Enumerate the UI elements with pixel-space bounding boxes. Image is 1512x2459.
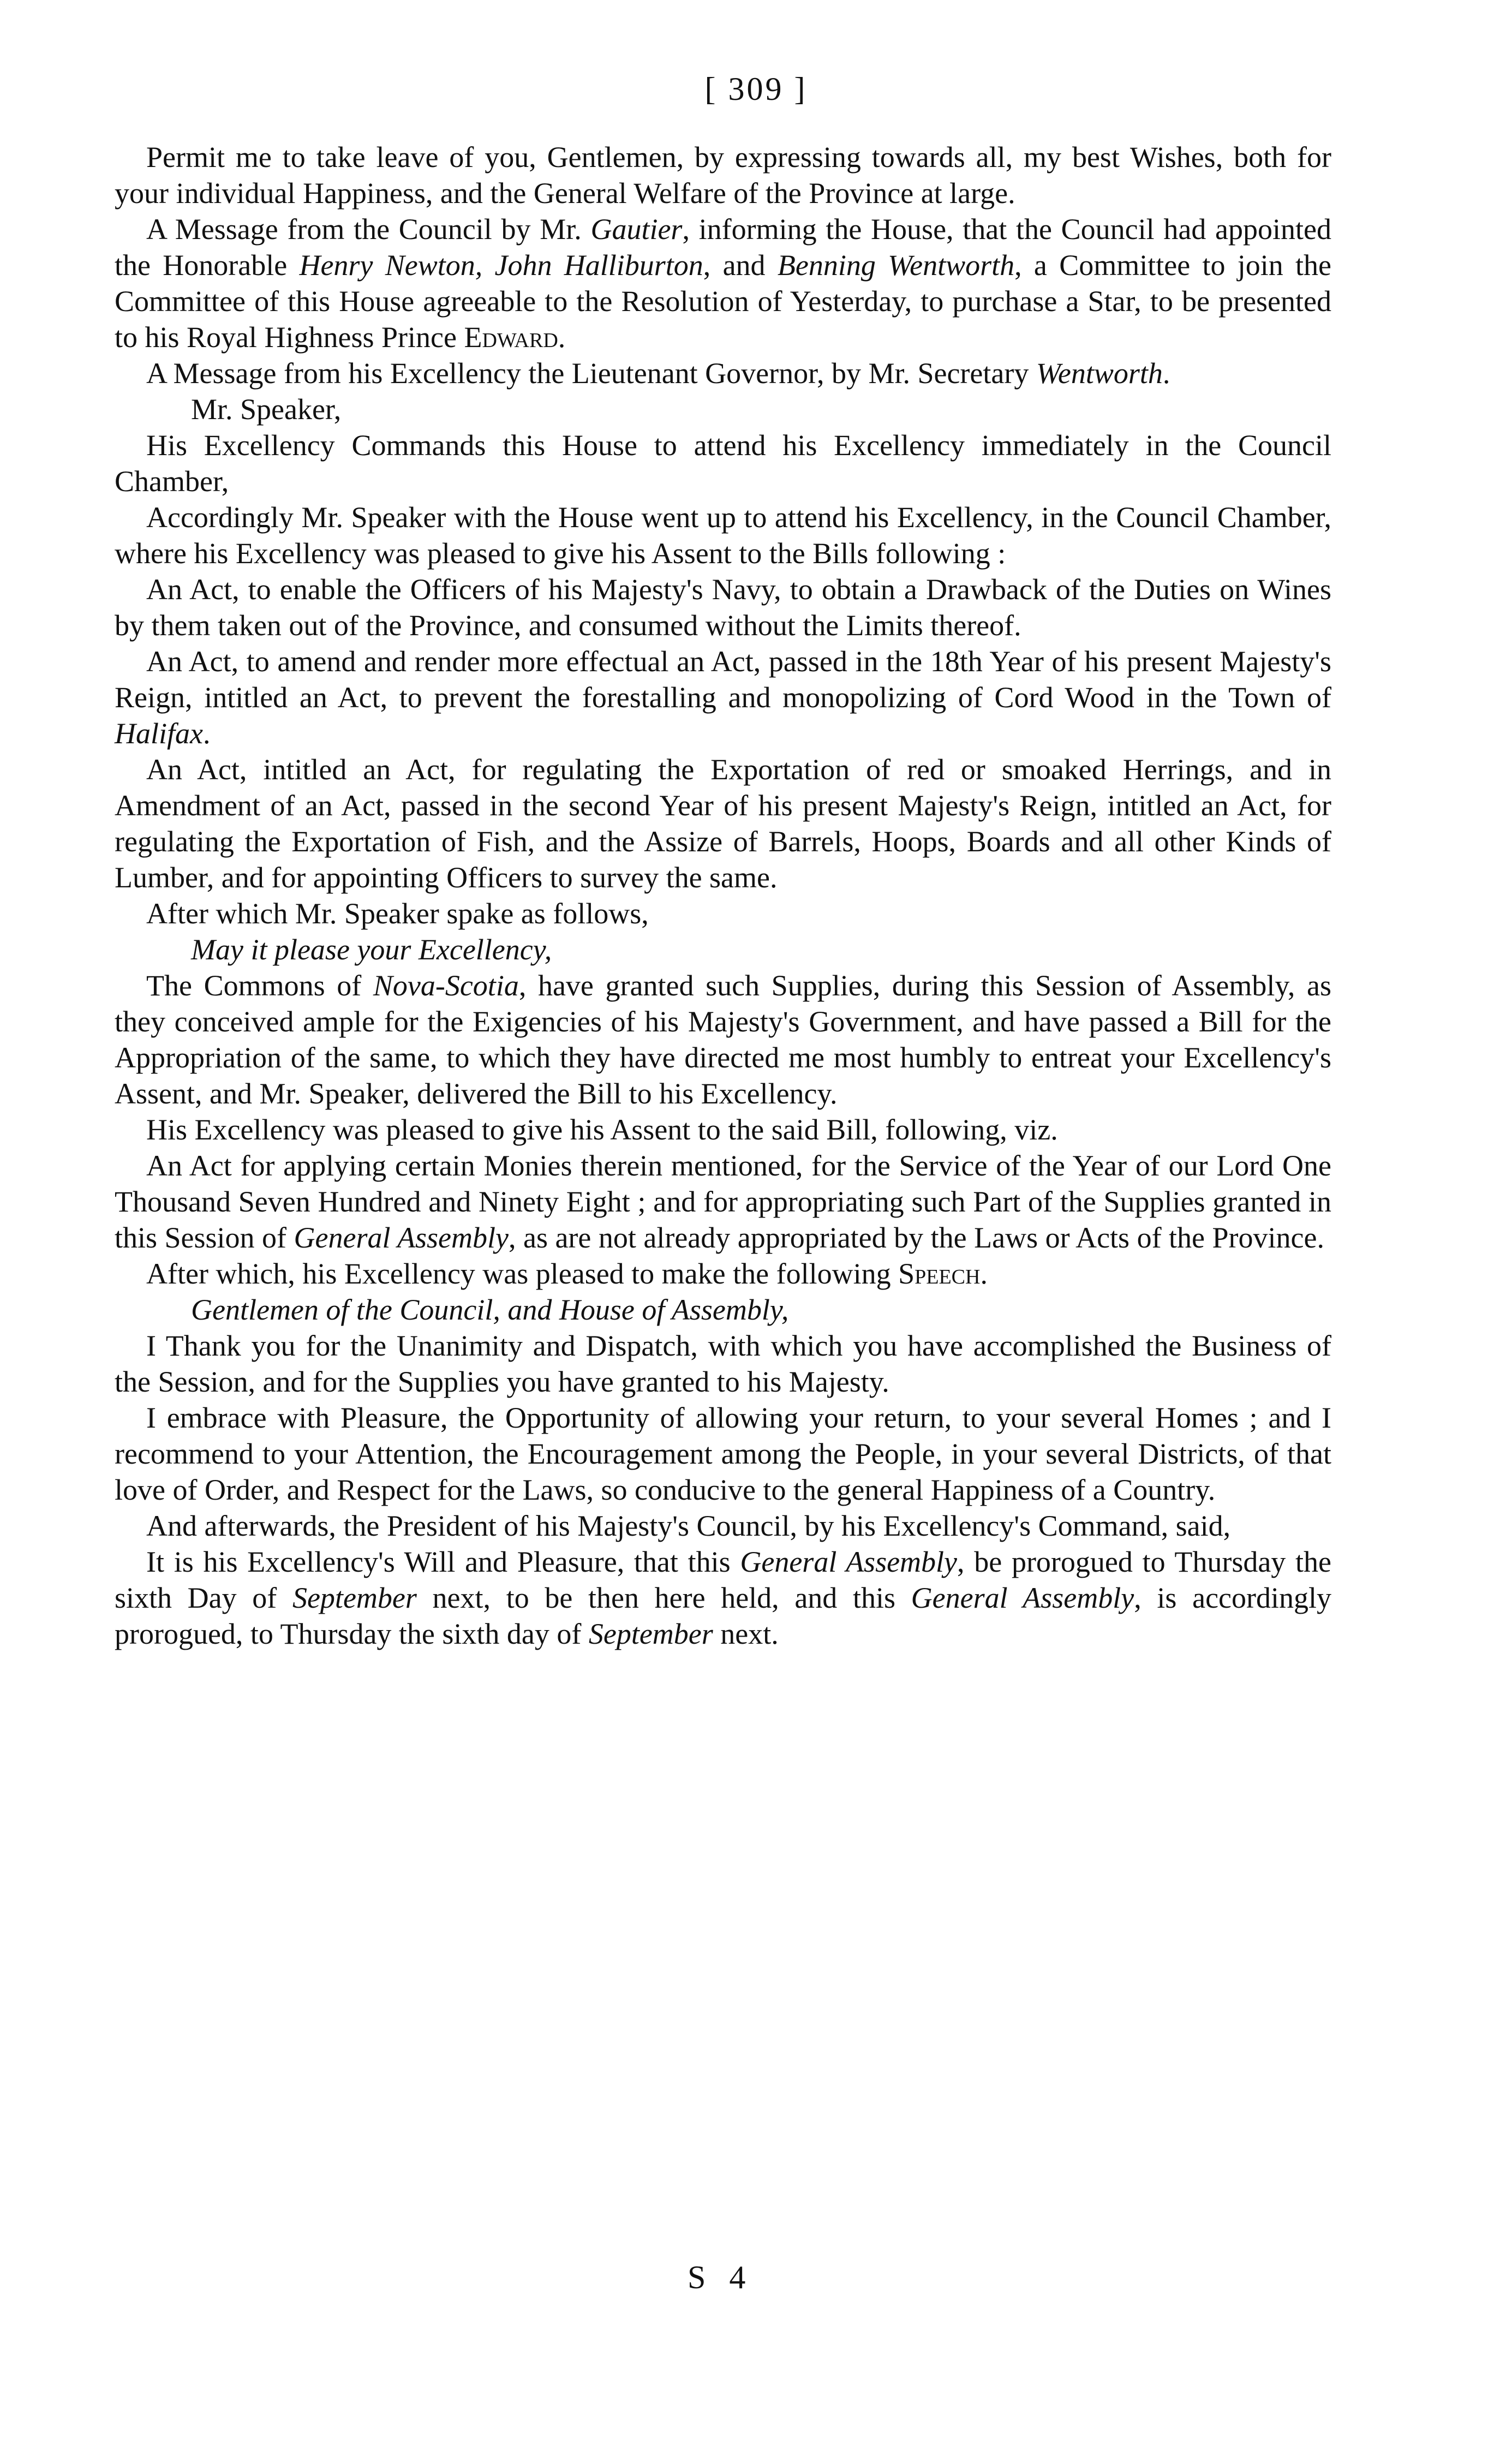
text-run: General Assembly	[911, 1581, 1134, 1614]
text-run: His Excellency Commands this House to attend his Excellency immediately in the Council Chamber,	[115, 429, 1331, 498]
text-run: September	[292, 1581, 417, 1614]
text-run: , is accordingly prorogued, to Thursday the sixth day of	[115, 1581, 1331, 1650]
text-run: next.	[713, 1618, 779, 1650]
text-run: A Message from the Council by Mr.	[146, 213, 591, 246]
text-run: , have granted such Supplies, during this Session of Assembly, as they conceived ample for the Exigencies of his Majesty's Government, and have passed a Bill for the Appropriation of the same, to which they have directed me most humbly to entreat your Excellency's Assent, and Mr. Speaker, delivered the Bill to his Excellency.	[115, 969, 1331, 1110]
text-run: A Message from his Excellency the Lieutenant Governor, by Mr. Secretary	[146, 357, 1036, 390]
paragraph-p4	[115, 391, 1331, 427]
paragraph-p7	[115, 571, 1331, 643]
text-run: An Act, to enable the Officers of his Majesty's Navy, to obtain a Drawback of the Duties on Wines by them taken out of the Province, and consumed without the Limits thereof.	[115, 573, 1331, 642]
paragraph-p20	[115, 1544, 1331, 1652]
paragraph-p3	[115, 355, 1331, 391]
text-run: An Act for applying certain Monies therein mentioned, for the Service of the Year of our Lord One Thousand Seven Hundred and Ninety Eight ; and for appropriating such Part of the Supplies granted in this Session of	[115, 1149, 1331, 1254]
text-run: General Assembly	[740, 1545, 958, 1578]
text-run: .	[558, 321, 566, 354]
text-run: May it please your Excellency,	[191, 933, 552, 966]
text-run: .	[202, 717, 211, 750]
text-run: His Excellency was pleased to give his Assent to the said Bill, following, viz.	[146, 1113, 1058, 1146]
paragraph-p16	[115, 1292, 1331, 1328]
text-run: I Thank you for the Unanimity and Dispatch, with which you have accomplished the Business of the Session, and for the Supplies you have granted to his Majesty.	[115, 1329, 1331, 1398]
paragraph-p19	[115, 1508, 1331, 1544]
body-text	[115, 139, 1331, 1652]
paragraph-p18	[115, 1400, 1331, 1508]
text-run: Speech	[898, 1257, 981, 1290]
text-run: An Act, to amend and render more effectual an Act, passed in the 18th Year of his present Majesty's Reign, intitled an Act, to prevent the forestalling and monopolizing of Cord Wood in the Town of	[115, 645, 1331, 714]
text-run: , a Committee to join the Committee of this House agreeable to the Resolution of Yesterday, to purchase a Star, to be presented to his Royal Highness Prince	[115, 249, 1332, 354]
paragraph-p12	[115, 968, 1331, 1112]
paragraph-p11	[115, 932, 1331, 968]
paragraph-p5	[115, 427, 1331, 499]
text-run: Gautier	[590, 213, 683, 246]
text-run: I embrace with Pleasure, the Opportunity of allowing your return, to your several Homes ; and I recommend to your Attention, the Encouragement among the People, in your several Districts, of that love of Order, and Respect for the Laws, so conducive to the general Happiness of a Country.	[115, 1401, 1331, 1506]
paragraph-p6	[115, 499, 1331, 571]
text-run: Mr. Speaker,	[191, 393, 342, 426]
text-run: Accordingly Mr. Speaker with the House went up to attend his Excellency, in the Council Chamber, where his Excellency was pleased to give his Assent to the Bills following :	[115, 501, 1331, 570]
page-number: [ 309 ]	[704, 71, 808, 107]
text-run: The Commons of	[146, 969, 373, 1002]
text-run: September	[588, 1618, 713, 1650]
text-run: Wentworth	[1036, 357, 1163, 390]
text-run: And afterwards, the President of his Majesty's Council, by his Excellency's Command, said,	[146, 1509, 1231, 1542]
text-run: next, to be then here held, and this	[416, 1581, 911, 1614]
text-run: .	[1162, 357, 1170, 390]
paragraph-p10	[115, 896, 1331, 932]
text-run: An Act, intitled an Act, for regulating the Exportation of red or smoaked Herrings, and in Amendment of an Act, passed in the second Year of his present Majesty's Reign, intitled an Act, for regulating the Exportation of Fish, and the Assize of Barrels, Hoops, Boards and all other Kinds of Lumber, and for appointing Officers to survey the same.	[115, 753, 1331, 894]
text-run: It is his Excellency's Will and Pleasure, that this	[146, 1545, 740, 1578]
paragraph-p8	[115, 643, 1331, 751]
text-run: After which, his Excellency was pleased to make the following	[146, 1257, 899, 1290]
text-run: , as are not already appropriated by the Laws or Acts of the Province.	[508, 1221, 1324, 1254]
text-run: , informing the House, that the Council had appointed the Honorable	[115, 213, 1331, 282]
text-run: .	[980, 1257, 988, 1290]
paragraph-p14	[115, 1148, 1331, 1256]
text-run: Halifax	[115, 717, 203, 750]
text-run: Edward	[464, 321, 558, 354]
text-run: General Assembly	[294, 1221, 509, 1254]
text-run: , and	[703, 249, 778, 282]
paragraph-p15	[115, 1256, 1331, 1292]
paragraph-p9	[115, 751, 1331, 896]
paragraph-p2	[115, 211, 1331, 355]
text-run: Gentlemen of the Council, and House of Assembly,	[191, 1293, 789, 1326]
text-run: Nova-Scotia	[373, 969, 519, 1002]
text-run: After which Mr. Speaker spake as follows,	[146, 897, 649, 930]
signature-mark: S 4	[688, 2259, 754, 2295]
paragraph-p17	[115, 1328, 1331, 1400]
text-run: , be prorogued to Thursday the sixth Day of	[115, 1545, 1331, 1614]
text-run: Henry Newton, John Halliburton	[299, 249, 703, 282]
paragraph-p1	[115, 139, 1331, 211]
text-run: Permit me to take leave of you, Gentlemen, by expressing towards all, my best Wishes, both for your individual Happiness, and the General Welfare of the Province at large.	[115, 141, 1331, 210]
paragraph-p13	[115, 1112, 1331, 1148]
text-run: Benning Wentworth	[777, 249, 1015, 282]
